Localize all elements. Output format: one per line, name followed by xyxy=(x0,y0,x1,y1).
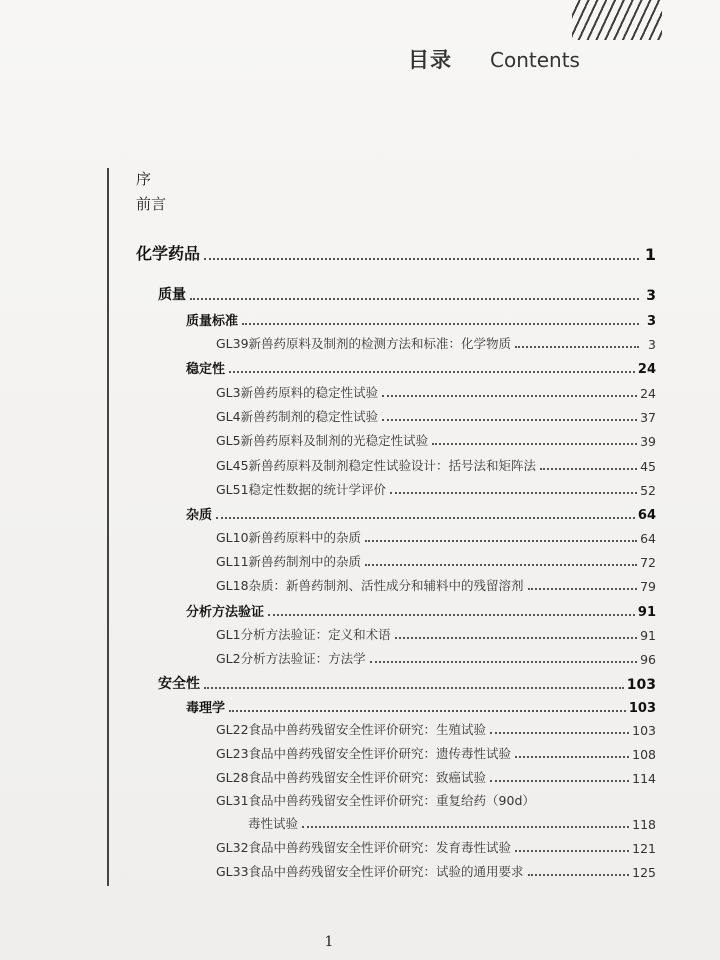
toc-entry-continuation[interactable]: GL31食品中兽药残留安全性评价研究：重复给药（90d） xyxy=(216,793,535,808)
toc-entry-page: 108 xyxy=(632,747,656,762)
toc-entry-page: 45 xyxy=(640,459,656,474)
toc-entry[interactable] xyxy=(216,838,656,856)
toc-entry-title: 化学药品 xyxy=(136,244,201,263)
toc-entry[interactable] xyxy=(186,697,656,716)
toc-entry-page: 91 xyxy=(637,605,656,620)
toc-entry[interactable] xyxy=(216,720,656,738)
toc-entry-page: 72 xyxy=(640,555,656,570)
page-number: 1 xyxy=(324,934,334,950)
toc-entry-title: 毒理学 xyxy=(186,701,226,716)
toc-entry[interactable] xyxy=(216,334,656,352)
toc-entry[interactable] xyxy=(216,649,656,667)
toc-entry-title: 稳定性 xyxy=(186,362,226,377)
toc-entry-title: 质量 xyxy=(158,287,186,303)
dot-leader xyxy=(204,686,624,689)
dot-leader xyxy=(216,516,635,519)
toc-entry-title: 质量标准 xyxy=(186,314,239,329)
toc-entry-page: 64 xyxy=(637,508,656,523)
title-en: Contents xyxy=(490,48,580,72)
toc-entry-title: GL51稳定性数据的统计学评价 xyxy=(216,482,387,497)
toc-entry[interactable] xyxy=(216,552,656,570)
dot-leader xyxy=(515,345,639,348)
dot-leader xyxy=(365,539,637,542)
toc-entry-title: GL32食品中兽药残留安全性评价研究：发育毒性试验 xyxy=(216,840,512,855)
dot-leader xyxy=(540,467,637,470)
toc-entry-title: GL23食品中兽药残留安全性评价研究：遗传毒性试验 xyxy=(216,746,512,761)
toc-entry[interactable] xyxy=(216,456,656,474)
dot-leader xyxy=(229,709,626,712)
toc-entry-page: 1 xyxy=(644,245,656,264)
toc-entry-page: 91 xyxy=(640,628,656,643)
toc-entry-title: GL4新兽药制剂的稳定性试验 xyxy=(216,409,379,424)
dot-leader xyxy=(515,849,629,852)
toc-entry-title: GL10新兽药原料中的杂质 xyxy=(216,530,362,545)
toc-entry[interactable] xyxy=(216,383,656,401)
toc-entry-title: GL22食品中兽药残留安全性评价研究：生殖试验 xyxy=(216,722,487,737)
toc-entry-title: GL11新兽药制剂中的杂质 xyxy=(216,554,362,569)
dot-leader xyxy=(370,660,637,663)
toc-entry-title: 分析方法验证 xyxy=(186,605,265,620)
decorative-hatch xyxy=(572,0,662,40)
toc-entry-title: GL2分析方法验证：方法学 xyxy=(216,651,366,666)
toc-entry-page: 103 xyxy=(632,723,656,738)
toc-entry[interactable] xyxy=(186,310,656,329)
toc-entry-page: 103 xyxy=(628,701,656,716)
toc-entry-title: GL18杂质：新兽药制剂、活性成分和辅料中的残留溶剂 xyxy=(216,578,524,593)
toc-entry[interactable] xyxy=(216,431,656,449)
toc-entry[interactable] xyxy=(216,528,656,546)
toc-entry[interactable] xyxy=(216,625,656,643)
toc-entry-page: 3 xyxy=(646,288,656,304)
toc-entry-title: 安全性 xyxy=(158,676,200,692)
toc-entry[interactable] xyxy=(216,744,656,762)
dot-leader xyxy=(302,825,629,828)
margin-rule xyxy=(107,168,109,886)
dot-leader xyxy=(395,636,637,639)
dot-leader xyxy=(382,418,637,421)
toc-entry-title: GL1分析方法验证：定义和术语 xyxy=(216,627,391,642)
toc-entry[interactable] xyxy=(158,284,656,304)
dot-leader xyxy=(190,297,639,300)
toc-entry-page: 121 xyxy=(632,841,656,856)
dot-leader xyxy=(365,563,637,566)
toc-entry-page: 24 xyxy=(637,362,656,377)
dot-leader xyxy=(515,755,629,758)
toc-entry-page: 125 xyxy=(632,865,656,880)
toc-entry[interactable] xyxy=(216,768,656,786)
toc-entry-title: GL3新兽药原料的稳定性试验 xyxy=(216,385,379,400)
toc-entry-title: GL5新兽药原料及制剂的光稳定性试验 xyxy=(216,433,429,448)
toc-entry-title: GL33食品中兽药残留安全性评价研究：试验的通用要求 xyxy=(216,864,524,879)
prelim-foreword[interactable]: 前言 xyxy=(136,195,167,213)
toc-entry[interactable] xyxy=(136,241,656,264)
toc-entry-page: 118 xyxy=(632,817,656,832)
toc-entry[interactable] xyxy=(216,862,656,880)
dot-leader xyxy=(490,779,629,782)
dot-leader xyxy=(382,394,637,397)
dot-leader xyxy=(242,322,639,325)
toc-entry-page: 79 xyxy=(640,579,656,594)
toc-entry-page: 3 xyxy=(646,314,656,329)
prelim-preface[interactable]: 序 xyxy=(136,170,152,188)
page-header xyxy=(408,44,580,74)
toc-entry[interactable] xyxy=(216,407,656,425)
toc-entry-title: GL28食品中兽药残留安全性评价研究：致癌试验 xyxy=(216,770,487,785)
toc-entry-title: 毒性试验 xyxy=(248,816,299,831)
toc-entry-page: 24 xyxy=(640,386,656,401)
dot-leader xyxy=(229,370,635,373)
toc-entry-title: GL39新兽药原料及制剂的检测方法和标准：化学物质 xyxy=(216,336,512,351)
toc-entry-page: 3 xyxy=(648,337,656,352)
toc-entry[interactable] xyxy=(186,504,656,523)
dot-leader xyxy=(268,613,635,616)
dot-leader xyxy=(390,491,637,494)
toc-entry[interactable] xyxy=(216,576,656,594)
toc-entry[interactable] xyxy=(186,358,656,377)
toc-entry[interactable] xyxy=(216,480,656,498)
toc-entry-page: 96 xyxy=(640,652,656,667)
dot-leader xyxy=(528,587,638,590)
dot-leader xyxy=(490,731,629,734)
toc-entry[interactable] xyxy=(248,814,656,832)
dot-leader xyxy=(528,873,630,876)
toc-entry[interactable] xyxy=(186,601,656,620)
toc-entry-page: 52 xyxy=(640,483,656,498)
toc-entry-page: 114 xyxy=(632,771,656,786)
toc-entry-page: 103 xyxy=(626,677,656,693)
toc-entry-title: 杂质 xyxy=(186,508,213,523)
toc-entry-page: 64 xyxy=(640,531,656,546)
dot-leader xyxy=(204,257,639,260)
title-zh: 目录 xyxy=(408,48,452,72)
toc-entry-page: 39 xyxy=(640,434,656,449)
dot-leader xyxy=(432,442,637,445)
toc-entry-page: 37 xyxy=(640,410,656,425)
toc-entry-title: GL45新兽药原料及制剂稳定性试验设计：括号法和矩阵法 xyxy=(216,458,537,473)
toc-entry[interactable] xyxy=(158,673,656,693)
